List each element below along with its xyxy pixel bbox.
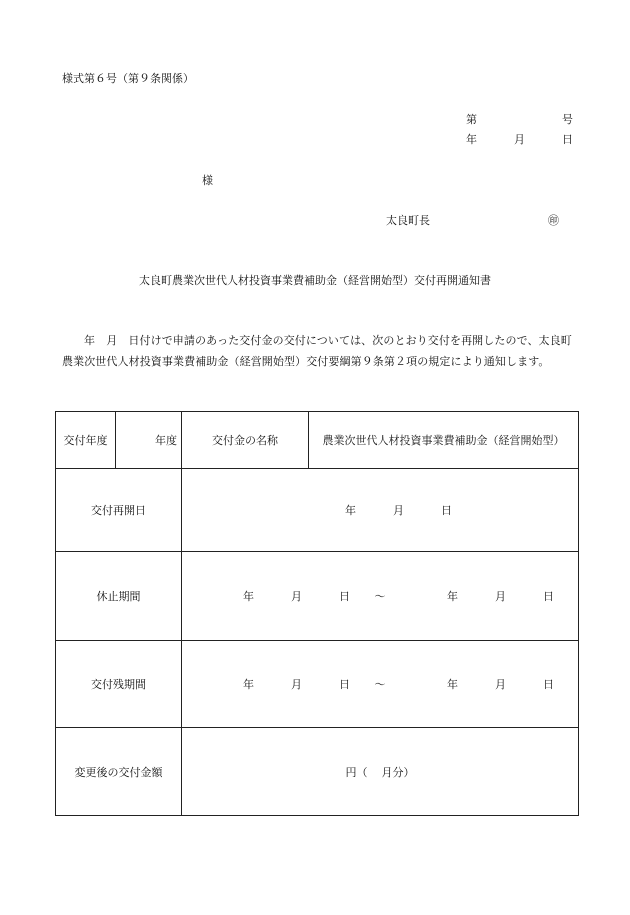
pause-end-day-unit: 日 <box>543 590 554 603</box>
seal-mark: ㊞ <box>548 214 559 227</box>
remaining-start-year-unit: 年 <box>243 678 254 691</box>
issuer-name: 太良町長 <box>386 214 430 227</box>
form-number: 様式第６号（第９条関係） <box>62 72 194 85</box>
document-number-label: 第 <box>466 113 477 126</box>
grant-name-value: 農業次世代人材投資事業費補助金（経営開始型） <box>309 412 579 469</box>
new-amount-label: 変更後の交付金額 <box>56 728 182 816</box>
amount-yen-unit: 円（ <box>345 765 368 779</box>
table-row <box>56 412 579 469</box>
remaining-period-value <box>182 641 579 728</box>
restart-year-unit: 年 <box>345 504 356 517</box>
remaining-end-day-unit: 日 <box>543 678 554 691</box>
restart-date-value <box>182 469 579 552</box>
remaining-period-label: 交付残期間 <box>56 641 182 728</box>
amount-months-unit: 月分） <box>381 765 415 779</box>
restart-date-label: 交付再開日 <box>56 469 182 552</box>
pause-period-label: 休止期間 <box>56 552 182 641</box>
table-row <box>56 469 579 552</box>
table-row <box>56 728 579 816</box>
remaining-end-month-unit: 月 <box>495 678 506 691</box>
table-row <box>56 552 579 641</box>
pause-start-year-unit: 年 <box>243 590 254 603</box>
document-title: 太良町農業次世代人材投資事業費補助金（経営開始型）交付再開通知書 <box>139 274 491 287</box>
pause-range-separator: ～ <box>374 590 386 603</box>
remaining-end-year-unit: 年 <box>447 678 458 691</box>
issue-date-day: 日 <box>562 133 573 146</box>
restart-month-unit: 月 <box>393 504 404 517</box>
fiscal-year-value: 年度 <box>116 412 182 469</box>
addressee-honorific: 様 <box>202 174 213 187</box>
table-row <box>56 641 579 728</box>
remaining-start-day-unit: 日 <box>339 678 350 691</box>
new-amount-value <box>182 728 579 816</box>
pause-end-year-unit: 年 <box>447 590 458 603</box>
notice-body-text: 年 月 日付けで申請のあった交付金の交付については、次のとおり交付を再開したので、太良町農業次世代人材投資事業費補助金（経営開始型）交付要綱第９条第２項の規定により通知します。 <box>62 334 572 368</box>
issue-date-year: 年 <box>466 133 477 146</box>
fiscal-year-label: 交付年度 <box>56 412 116 469</box>
remaining-range-separator: ～ <box>374 678 386 691</box>
pause-end-month-unit: 月 <box>495 590 506 603</box>
grant-name-label: 交付金の名称 <box>182 412 309 469</box>
document-number-suffix: 号 <box>562 113 573 126</box>
issue-date-month: 月 <box>514 133 525 146</box>
restart-day-unit: 日 <box>441 504 452 517</box>
remaining-start-month-unit: 月 <box>291 678 302 691</box>
pause-start-month-unit: 月 <box>291 590 302 603</box>
pause-start-day-unit: 日 <box>339 590 350 603</box>
grant-details-table <box>55 411 579 816</box>
pause-period-value <box>182 552 579 641</box>
